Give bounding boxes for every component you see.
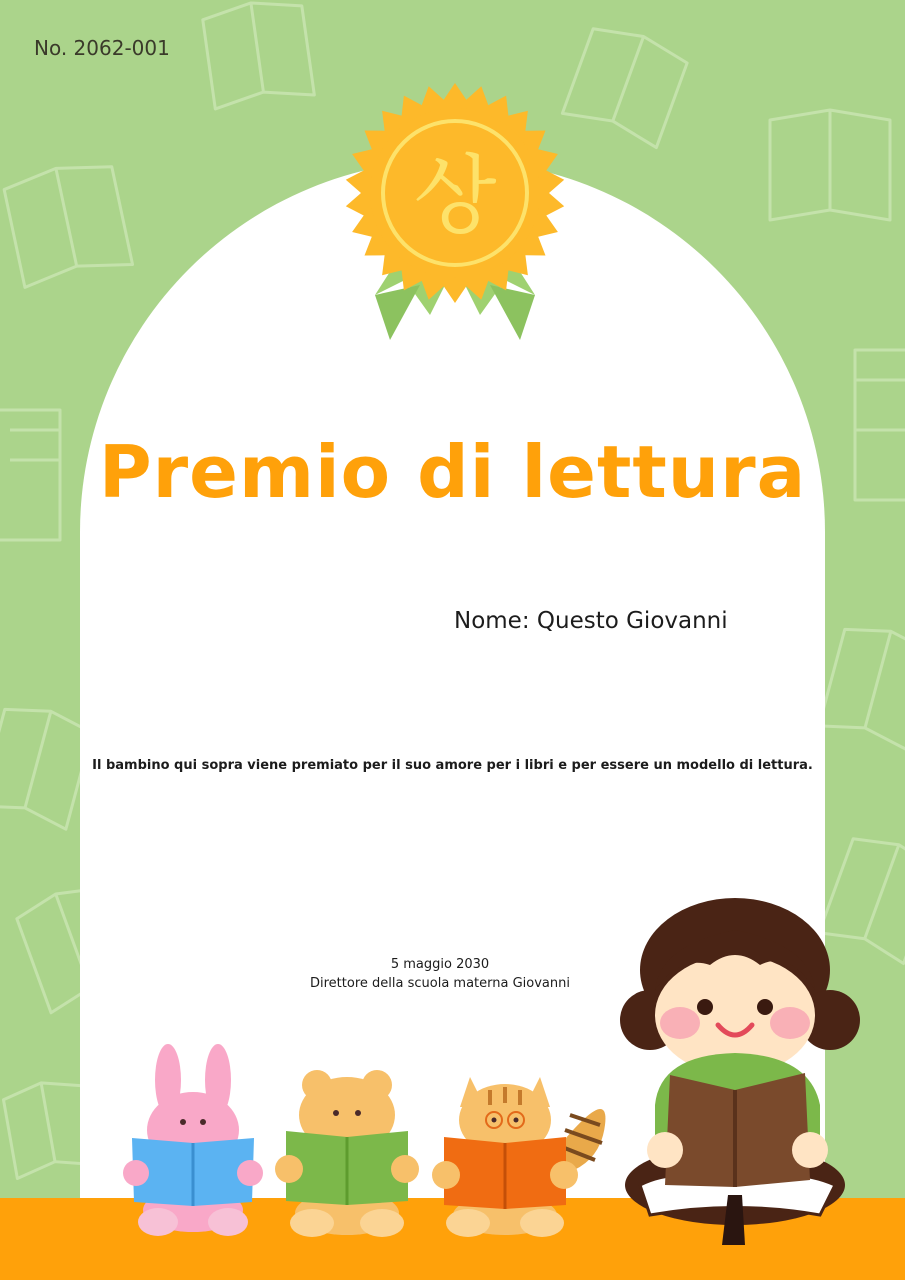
certificate-title: Premio di lettura [98, 430, 807, 514]
certificate-number: No. 2062-001 [34, 36, 170, 60]
award-description: Il bambino qui sopra viene premiato per il suo amore per i libri e per essere un modello di lettura. [92, 758, 813, 773]
bunny-reading-illustration [118, 1040, 268, 1240]
award-seal-icon [330, 65, 580, 350]
cat-reading-illustration [430, 1065, 610, 1240]
recipient-name: Nome: Questo Giovanni [454, 608, 728, 634]
signatory: Direttore della scuola materna Giovanni [310, 976, 570, 991]
award-date: 5 maggio 2030 [390, 957, 490, 972]
girl-reading-illustration [620, 895, 870, 1250]
seal-character: 상 [413, 146, 497, 246]
bear-reading-illustration [272, 1065, 422, 1240]
